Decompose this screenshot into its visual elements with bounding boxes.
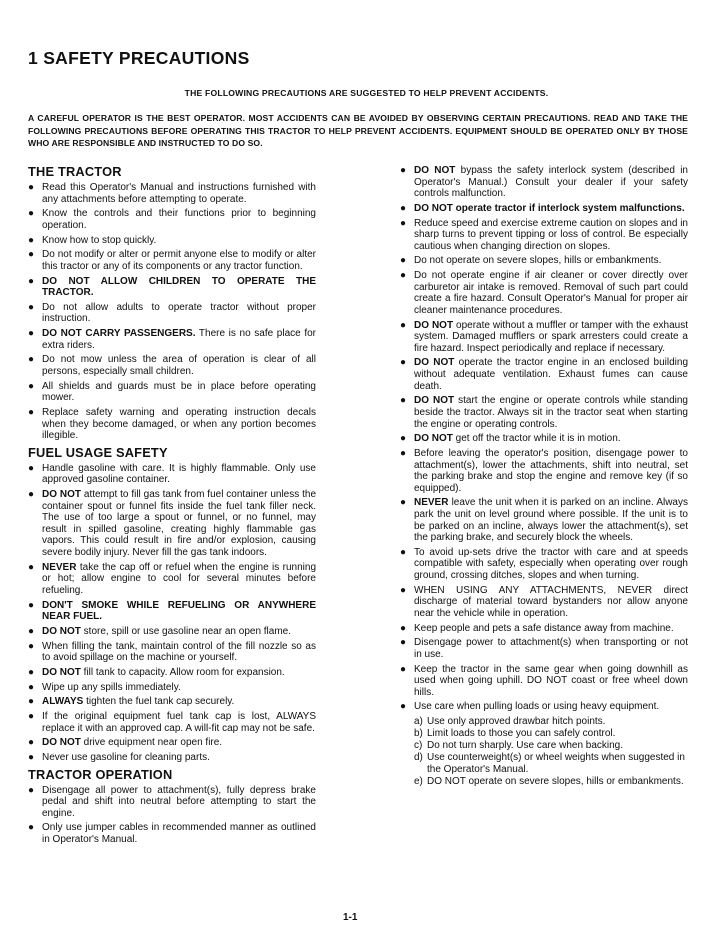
sub-item-label: a) xyxy=(414,716,423,728)
list-item xyxy=(400,320,688,355)
item-text: Before leaving the operator's position, disengage power to attachment(s), lower the attachments, shift into neutral, set the parking brake and stop the engine and remove key (if so equipped). xyxy=(414,447,688,494)
emphasis-text: DO NOT xyxy=(42,737,81,749)
emphasis-text: DO NOT xyxy=(42,625,81,637)
list-item xyxy=(400,623,688,635)
emphasis-text: DO NOT operate tractor if interlock system malfunctions. xyxy=(414,202,685,214)
item-text: Never use gasoline for cleaning parts. xyxy=(42,751,210,763)
list-item xyxy=(28,682,316,694)
list-item xyxy=(28,235,316,247)
emphasis-text: DO NOT xyxy=(414,319,454,331)
list-item xyxy=(28,737,316,749)
item-text: Reduce speed and exercise extreme caution on slopes and in sharp turns to prevent tipping or loss of control. Be especially cautious when changing direction on slopes. xyxy=(414,217,688,252)
list-item xyxy=(28,696,316,708)
list-item xyxy=(28,276,316,299)
sub-list-item xyxy=(414,776,688,788)
list-item xyxy=(400,218,688,253)
item-text: If the original equipment fuel tank cap is lost, ALWAYS replace it with an approved cap. A will-fit cap may not be safe. xyxy=(42,710,316,734)
item-text: fill tank to capacity. Allow room for expansion. xyxy=(80,666,285,678)
left-column xyxy=(28,164,316,849)
item-text: Disengage all power to attachment(s), fully depress brake pedal and shift into neutral before attempting to start the engine. xyxy=(42,784,316,819)
item-text: Keep people and pets a safe distance away from machine. xyxy=(414,622,674,634)
tractor-list xyxy=(28,182,316,442)
fuel-list xyxy=(28,463,316,764)
list-item xyxy=(28,407,316,442)
sub-item-text: Do not turn sharply. Use care when backing. xyxy=(427,740,624,752)
intro-paragraph: A CAREFUL OPERATOR IS THE BEST OPERATOR. MOST ACCIDENTS CAN BE AVOIDED BY OBSERVING CERTAIN PRECAUTIONS. READ AND TAKE THE FOLLOWING PRECAUTIONS BEFORE OPERATING THIS TRACTOR TO HELP PREVENT ACCIDENTS. EQUIPMENT SHOULD BE OPERATED ONLY BY THOSE WHO ARE RESPONSIBLE AND INSTRUCTED TO DO SO. xyxy=(28,113,688,148)
list-item xyxy=(28,489,316,559)
page-number: 1-1 xyxy=(343,912,358,923)
sub-list xyxy=(414,716,688,788)
item-text: Only use jumper cables in recommended manner as outlined in Operator's Manual. xyxy=(42,822,316,846)
list-item xyxy=(400,433,688,445)
list-item xyxy=(28,626,316,638)
item-text: There is no safe place for extra riders. xyxy=(42,328,316,351)
emphasis-text: DON'T SMOKE WHILE REFUELING OR ANYWHERE NEAR FUEL. xyxy=(42,599,316,623)
sub-item-label: b) xyxy=(414,728,423,740)
item-text: All shields and guards must be in place before operating mower. xyxy=(42,380,316,404)
item-text: Disengage power to attachment(s) when transporting or not in use. xyxy=(414,637,688,660)
emphasis-text: ALWAYS xyxy=(42,696,84,708)
list-item xyxy=(28,752,316,764)
list-item xyxy=(400,701,688,713)
list-item xyxy=(28,302,316,325)
item-text: operate without a muffler or tamper with the exhaust system. Damaged mufflers or spark arresters could create a fire hazard. Inspect periodically and replace if necessary. xyxy=(414,319,688,354)
list-item xyxy=(400,497,688,543)
item-text: operate the tractor engine in an enclosed building without adequate ventilation. Exhaust fumes can cause death. xyxy=(414,357,689,392)
item-text: store, spill or use gasoline near an open flame. xyxy=(80,625,292,637)
sub-item-text: Limit loads to those you can safely control. xyxy=(427,728,616,740)
sub-list-item xyxy=(414,740,688,752)
item-text: Replace safety warning and operating instruction decals when they become damaged, or when any portion becomes illegible. xyxy=(42,406,316,442)
sub-item-text: Use only approved drawbar hitch points. xyxy=(427,716,606,728)
list-item xyxy=(400,664,688,699)
operation-list-right xyxy=(400,165,688,713)
item-text: tighten the fuel tank cap securely. xyxy=(83,696,235,708)
list-item xyxy=(400,255,688,267)
list-item xyxy=(28,328,316,351)
emphasis-text: DO NOT xyxy=(414,165,456,176)
item-text: Know the controls and their functions prior to beginning operation. xyxy=(42,208,316,231)
item-text: Do not operate on severe slopes, hills or embankments. xyxy=(414,255,662,267)
emphasis-text: DO NOT xyxy=(42,489,81,501)
item-text: leave the unit when it is parked on an incline. Always park the unit on level ground where possible. If the unit is to be parked on an incline, always lower the attachment(s), set the parking brake, and securely block the wheels. xyxy=(414,497,688,544)
list-item xyxy=(28,381,316,404)
item-text: Do not modify or alter or permit anyone else to modify or alter this tractor or any of its components or any tractor function. xyxy=(42,249,316,272)
item-text: To avoid up-sets drive the tractor with care and at speeds compatible with safety, especially when operating over rough ground, crossing ditches, slopes and when turning. xyxy=(414,546,688,582)
list-item xyxy=(28,641,316,664)
item-text: take the cap off or refuel when the engine is running or hot; allow engine to cool for several minutes before refueling. xyxy=(42,561,316,596)
emphasis-text: DO NOT xyxy=(414,395,455,407)
item-text: start the engine or operate controls while standing beside the tractor. Always sit in the tractor seat when starting the engine or operating controls. xyxy=(414,395,688,430)
list-item xyxy=(28,711,316,734)
item-text: Do not allow adults to operate tractor without proper instruction. xyxy=(42,301,316,325)
item-text: Do not operate engine if air cleaner or cover directly over carburetor air intake is removed. Removal of such part could create a fire hazard. Consult Operator's Manual for proper air cleaner maintenance procedures. xyxy=(414,270,688,316)
item-text: Know how to stop quickly. xyxy=(42,234,157,246)
item-text: drive equipment near open fire. xyxy=(80,737,223,749)
item-text: get off the tractor while it is in motion. xyxy=(452,433,621,445)
section-heading-fuel: FUEL USAGE SAFETY xyxy=(28,444,168,460)
list-item xyxy=(400,585,688,620)
item-text: WHEN USING ANY ATTACHMENTS, NEVER direct discharge of material toward bystanders nor allow anyone near the vehicle while in operation. xyxy=(414,584,688,619)
list-item xyxy=(400,547,688,582)
list-item xyxy=(400,357,688,392)
sub-list-item xyxy=(414,728,688,740)
sub-item-label: d) xyxy=(414,752,423,764)
list-item xyxy=(28,562,316,597)
list-item xyxy=(28,785,316,820)
item-text: Wipe up any spills immediately. xyxy=(42,681,181,693)
list-item xyxy=(400,395,688,430)
right-column xyxy=(400,165,688,788)
item-text: Handle gasoline with care. It is highly flammable. Only use approved gasoline container. xyxy=(42,462,316,486)
list-item xyxy=(400,448,688,494)
sub-list-item xyxy=(414,752,688,775)
list-item xyxy=(400,637,688,660)
item-text: bypass the safety interlock system (described in Operator's Manual.) Consult your dealer if your safety controls malfunction. xyxy=(414,165,688,200)
emphasis-text: DO NOT xyxy=(414,433,453,445)
sub-list-item xyxy=(414,716,688,728)
item-text: attempt to fill gas tank from fuel container unless the container spout or funnel fits inside the fuel tank filler neck. The use of too large a spout or funnel, or no funnel, may result in spilled gasoline, creating highly flammable gas vapors. This could result in fire and/or explosion, causing severe bodily injury. Never fill the gas tank indoors. xyxy=(42,489,317,559)
list-item xyxy=(400,270,688,316)
list-item xyxy=(28,182,316,205)
emphasis-text: DO NOT ALLOW CHILDREN TO OPERATE THE TRACTOR. xyxy=(42,275,316,299)
list-item xyxy=(28,463,316,486)
list-item xyxy=(400,203,688,215)
operation-list-left xyxy=(28,785,316,846)
list-item xyxy=(28,600,316,623)
list-item xyxy=(400,165,688,200)
item-text: Keep the tractor in the same gear when going downhill as used when going uphill. DO NOT coast or free wheel down hills. xyxy=(414,663,688,698)
sub-item-label: e) xyxy=(414,776,423,788)
item-text: Do not mow unless the area of operation is clear of all persons, especially small children. xyxy=(42,354,316,377)
item-text: Use care when pulling loads or using heavy equipment. xyxy=(414,701,660,713)
list-item xyxy=(28,208,316,231)
list-item xyxy=(28,354,316,377)
section-heading-operation: TRACTOR OPERATION xyxy=(28,766,173,782)
sub-item-text: Use counterweight(s) or wheel weights when suggested in the Operator's Manual. xyxy=(427,752,685,775)
page-title: 1 SAFETY PRECAUTIONS xyxy=(28,48,250,68)
emphasis-text: DO NOT xyxy=(414,357,455,369)
list-item xyxy=(28,667,316,679)
item-text: Read this Operator's Manual and instructions furnished with any attachments before attempting to operate. xyxy=(42,182,316,205)
sub-item-text: DO NOT operate on severe slopes, hills or embankments. xyxy=(427,776,684,788)
emphasis-text: NEVER xyxy=(414,497,449,509)
emphasis-text: NEVER xyxy=(42,561,77,573)
list-item xyxy=(28,822,316,845)
list-item xyxy=(28,249,316,272)
emphasis-text: DO NOT xyxy=(42,666,81,678)
section-heading-tractor: THE TRACTOR xyxy=(28,164,122,179)
emphasis-text: DO NOT CARRY PASSENGERS. xyxy=(42,328,196,340)
item-text: When filling the tank, maintain control of the fill nozzle so as to avoid spillage on the machine or yourself. xyxy=(42,640,316,664)
intro-line: THE FOLLOWING PRECAUTIONS ARE SUGGESTED TO HELP PREVENT ACCIDENTS. xyxy=(184,88,549,98)
sub-item-label: c) xyxy=(414,740,423,752)
